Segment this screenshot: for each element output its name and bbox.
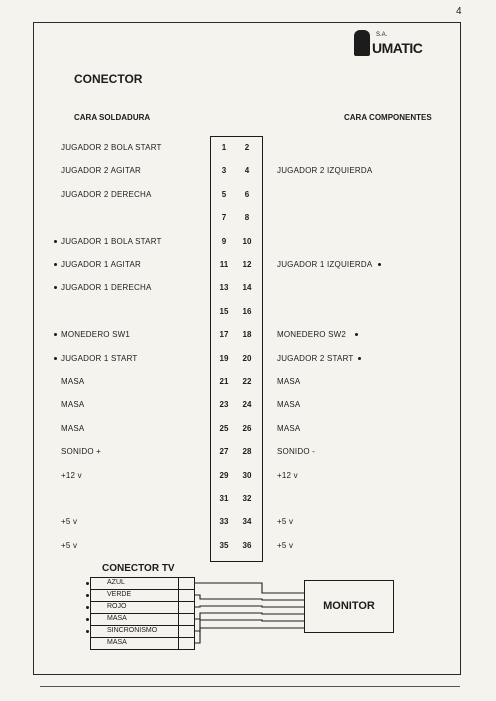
pin-label-right: MASA [277,400,301,410]
tv-signal-label: ROJO [107,603,127,610]
pin-label-right: MASA [277,423,301,433]
pin-number-even: 18 [242,330,252,340]
pin-number-even: 34 [242,517,252,527]
logo-name: UMATIC [372,40,423,56]
pin-label-left: MASA [61,423,85,433]
pin-label-left: +5 v [61,517,78,527]
pin-number-even: 2 [244,143,250,152]
wire [195,595,304,600]
pin-label-left: SONIDO + [61,447,102,457]
pin-number-odd: 35 [219,540,229,550]
pin-number-odd: 1 [221,143,227,152]
pin-label-right: +5 v [277,540,294,550]
pin-label-right: +5 v [277,517,294,527]
tv-signal-label: VERDE [107,591,132,598]
pin-number-odd: 17 [219,330,229,340]
logo-prefix: S.A. [376,32,388,38]
pin-label-right: SONIDO - [277,447,316,457]
pin-number-even: 14 [242,283,252,293]
monitor-box [304,580,394,633]
pin-label-left: +5 v [61,540,78,550]
pin-label-right: MONEDERO SW2 [277,330,347,340]
pin-number-odd: 19 [219,353,229,363]
pin-number-odd: 33 [219,517,229,527]
pin-number-odd: 31 [219,494,229,503]
page-number: 4 [456,6,462,17]
pin-label-left: MONEDERO SW1 [61,330,131,340]
pin-number-even: 30 [242,470,252,480]
pin-number-even: 36 [242,540,252,550]
pin-number-even: 26 [242,423,252,433]
pin-label-right: JUGADOR 2 START [277,353,354,363]
monitor-label: MONITOR [323,600,375,612]
pin-label-left: JUGADOR 1 BOLA START [61,236,162,246]
wire [195,606,304,607]
pin-number-even: 20 [242,353,252,363]
pin-number-even: 4 [244,166,250,176]
pin-label-right: JUGADOR 1 IZQUIERDA [277,260,373,269]
pin-number-even: 10 [242,236,252,246]
left-header: CARA SOLDADURA [74,113,151,122]
pin-label-left: MASA [61,377,85,386]
pin-number-odd: 15 [219,306,229,316]
wire [195,628,304,643]
wire [195,613,304,619]
pin-number-odd: 23 [219,400,229,410]
pin-number-odd: 29 [219,470,229,480]
tv-signal-label: AZUL [107,579,125,586]
pin-number-even: 6 [244,189,250,199]
pin-number-odd: 25 [219,423,229,433]
pin-number-even: 16 [242,306,252,316]
pin-label-left: +12 v [61,470,82,480]
wire [195,583,304,593]
pin-number-even: 32 [242,494,252,503]
page-title: CONECTOR [74,72,143,86]
bottom-rule [40,686,460,687]
pin-label-right: JUGADOR 2 IZQUIERDA [277,166,373,176]
pin-label-right: +12 v [277,470,298,480]
pin-label-left: JUGADOR 1 AGITAR [61,260,141,269]
pin-label-left: JUGADOR 2 AGITAR [61,166,141,176]
pin-number-odd: 7 [221,213,227,223]
pin-number-even: 22 [242,377,252,386]
pin-label-left: JUGADOR 2 DERECHA [61,189,152,199]
tv-connector-title: CONECTOR TV [102,563,175,574]
pin-label-left: JUGADOR 1 START [61,353,138,363]
right-header: CARA COMPONENTES [344,113,432,122]
tv-signal-label: SINCRONISMO [107,627,158,634]
wire [195,620,304,631]
pin-label-left: JUGADOR 1 DERECHA [61,283,152,293]
pin-number-odd: 13 [219,283,229,293]
pin-label-left: MASA [61,400,85,410]
pin-number-even: 8 [244,213,250,223]
pin-number-even: 12 [242,260,252,269]
pin-number-odd: 11 [219,260,229,269]
pin-number-odd: 5 [221,189,227,199]
pin-number-odd: 21 [219,377,229,386]
pin-number-odd: 3 [221,166,227,176]
pin-number-even: 28 [242,447,252,457]
pin-number-odd: 27 [219,447,229,457]
pin-number-even: 24 [242,400,252,410]
tv-signal-label: MASA [107,615,127,622]
tv-signal-label: MASA [107,639,127,646]
pin-number-odd: 9 [221,236,227,246]
pin-label-right: MASA [277,377,301,386]
pin-label-left: JUGADOR 2 BOLA START [61,143,162,152]
